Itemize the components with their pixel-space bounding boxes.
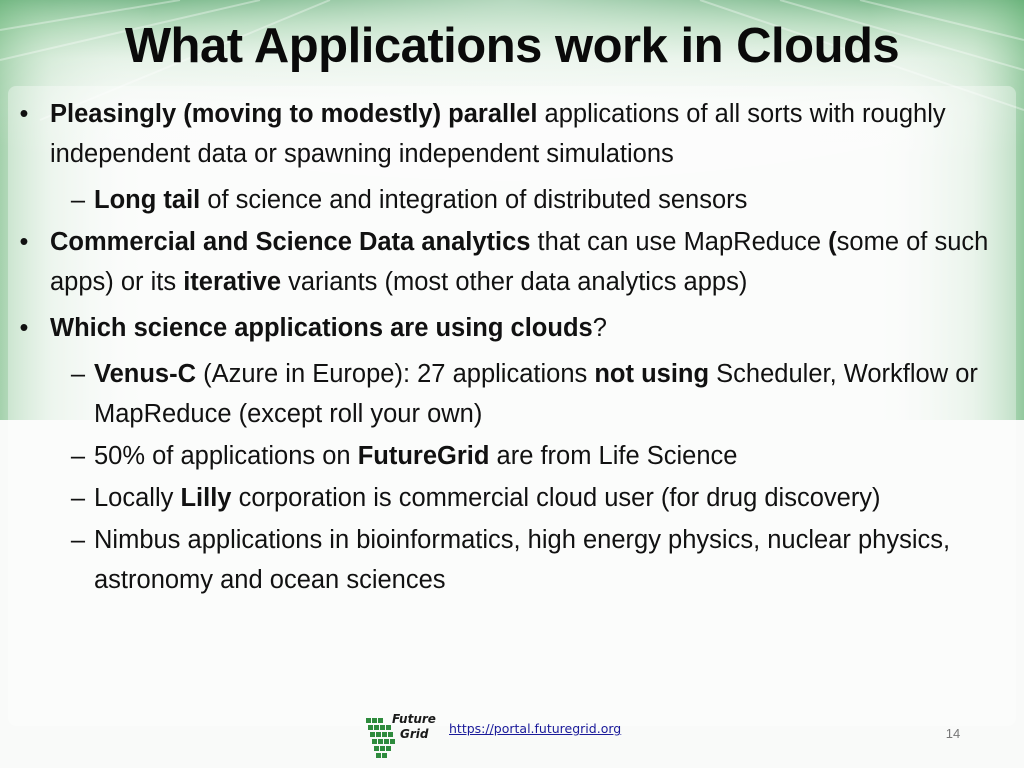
logo-text-grid: Grid	[400, 727, 429, 741]
grid-mark-icon	[366, 718, 395, 758]
sub-bullet-item: – Long tail of science and integration of distributed sensors	[14, 180, 1004, 220]
portal-link[interactable]: https://portal.futuregrid.org	[449, 721, 622, 736]
logo-text-future: Future	[392, 712, 436, 726]
slide-title: What Applications work in Clouds	[124, 19, 900, 73]
bullet-item: • Commercial and Science Data analytics that can use MapReduce (some of such apps) or its iterative variants (most other data analytics apps)	[14, 222, 1004, 302]
dash-marker: –	[70, 526, 86, 554]
futuregrid-logo	[362, 708, 440, 760]
bullet-marker: •	[19, 228, 29, 256]
bullet-marker: •	[19, 100, 29, 128]
bullet-list	[14, 94, 1004, 602]
bullet-item: • Which science applications are using clouds?	[14, 308, 1004, 348]
sub-bullet-item: – Locally Lilly corporation is commercial cloud user (for drug discovery)	[14, 478, 1004, 518]
sub-bullet-item: – Venus-C (Azure in Europe): 27 applications not using Scheduler, Workflow or MapReduce (except roll your own)	[14, 354, 1004, 434]
bullet-item: • Pleasingly (moving to modestly) parallel applications of all sorts with roughly independent data or spawning independent simulations	[14, 94, 1004, 174]
dash-marker: –	[70, 442, 86, 470]
dash-marker: –	[70, 186, 86, 214]
page-number: 14	[945, 726, 961, 741]
dash-marker: –	[70, 484, 86, 512]
sub-bullet-item: – 50% of applications on FutureGrid are from Life Science	[14, 436, 1004, 476]
bullet-marker: •	[19, 314, 29, 342]
dash-marker: –	[70, 360, 86, 388]
sub-bullet-item: – Nimbus applications in bioinformatics, high energy physics, nuclear physics, astronomy and ocean sciences	[14, 520, 1004, 600]
